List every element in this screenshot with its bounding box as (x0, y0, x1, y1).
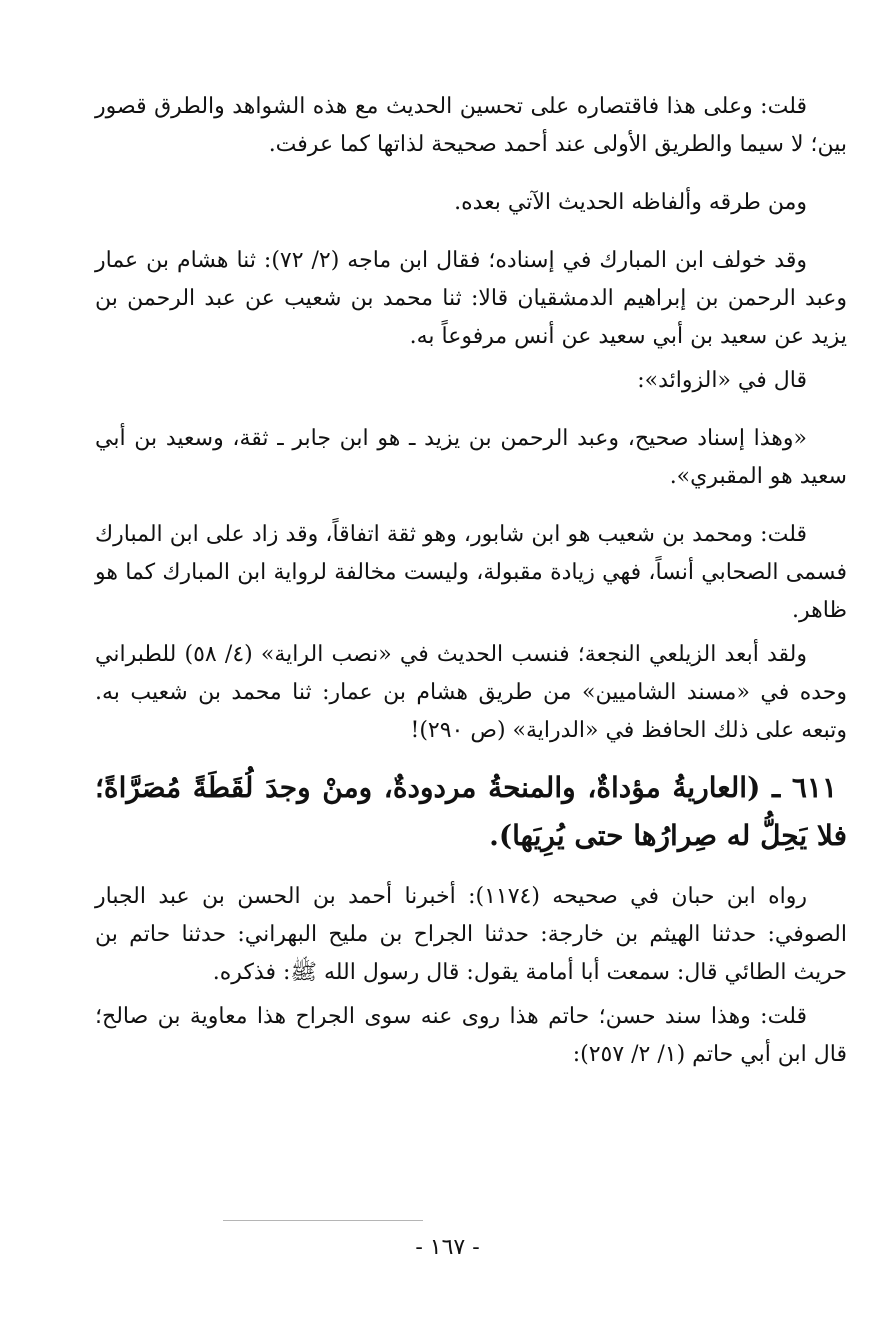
page-body (95, 88, 847, 1094)
paragraph-muhammad-bin-shuayb: قلت: ومحمد بن شعيب هو ابن شابور، وهو ثقة اتفاقاً، وقد زاد على ابن المبارك فسمى الصحابي أنساً، فهي زيادة مقبولة، وليست مخالفة لرواية ابن المبارك كما هو ظاهر. (95, 522, 847, 623)
paragraph-zawaid-intro: قال في «الزوائد»: (637, 368, 807, 393)
paragraph-commentary-2: ومن طرقه وألفاظه الحديث الآتي بعده. (454, 190, 807, 215)
paragraph-ibn-hibban: رواه ابن حبان في صحيحه (١١٧٤): أخبرنا أحمد بن الحسن بن عبد الجبار الصوفي: حدثنا الهيثم بن خارجة: حدثنا الجراح بن مليح البهراني: حدثنا حاتم بن حريث الطائي قال: سمعت أبا أمامة يقول: قال رسول الله ﷺ: فذكره. (95, 884, 847, 985)
page-number: - ١٦٧ - (415, 1235, 480, 1260)
paragraph-zawaid-quote: «وهذا إسناد صحيح، وعبد الرحمن بن يزيد ـ هو ابن جابر ـ ثقة، وسعيد بن أبي سعيد هو المقبري». (95, 426, 847, 489)
paragraph-zaylai: ولقد أبعد الزيلعي النجعة؛ فنسب الحديث في «نصب الراية» (٤/ ٥٨) للطبراني وحده في «مسند الشاميين» من طريق هشام بن عمار: ثنا محمد بن شعيب به. وتبعه على ذلك الحافظ في «الدراية» (ص ٢٩٠)! (95, 642, 847, 743)
hadith-heading: ٦١١ ـ (العاريةُ مؤداةٌ، والمنحةُ مردودةٌ، ومنْ وجدَ لُقَطَةً مُصَرَّاةً؛ فلا يَحِلُّ له صِرارُها حتى يُرِيَها). (95, 771, 847, 852)
footer-divider (223, 1220, 423, 1221)
paragraph-isnad-assessment: قلت: وهذا سند حسن؛ حاتم هذا روى عنه سوى الجراح هذا معاوية بن صالح؛ قال ابن أبي حاتم (١/ ٢/ ٢٥٧): (95, 1004, 847, 1067)
paragraph-ibn-majah-chain: وقد خولف ابن المبارك في إسناده؛ فقال ابن ماجه (٢/ ٧٢): ثنا هشام بن عمار وعبد الرحمن بن إبراهيم الدمشقيان قالا: ثنا محمد بن شعيب عن عبد الرحمن بن يزيد عن سعيد بن أبي سعيد عن أنس مرفوعاً به. (95, 248, 847, 349)
paragraph-commentary-1: قلت: وعلى هذا فاقتصاره على تحسين الحديث مع هذه الشواهد والطرق قصور بين؛ لا سيما والطريق الأولى عند أحمد صحيحة لذاتها كما عرفت. (95, 94, 847, 157)
